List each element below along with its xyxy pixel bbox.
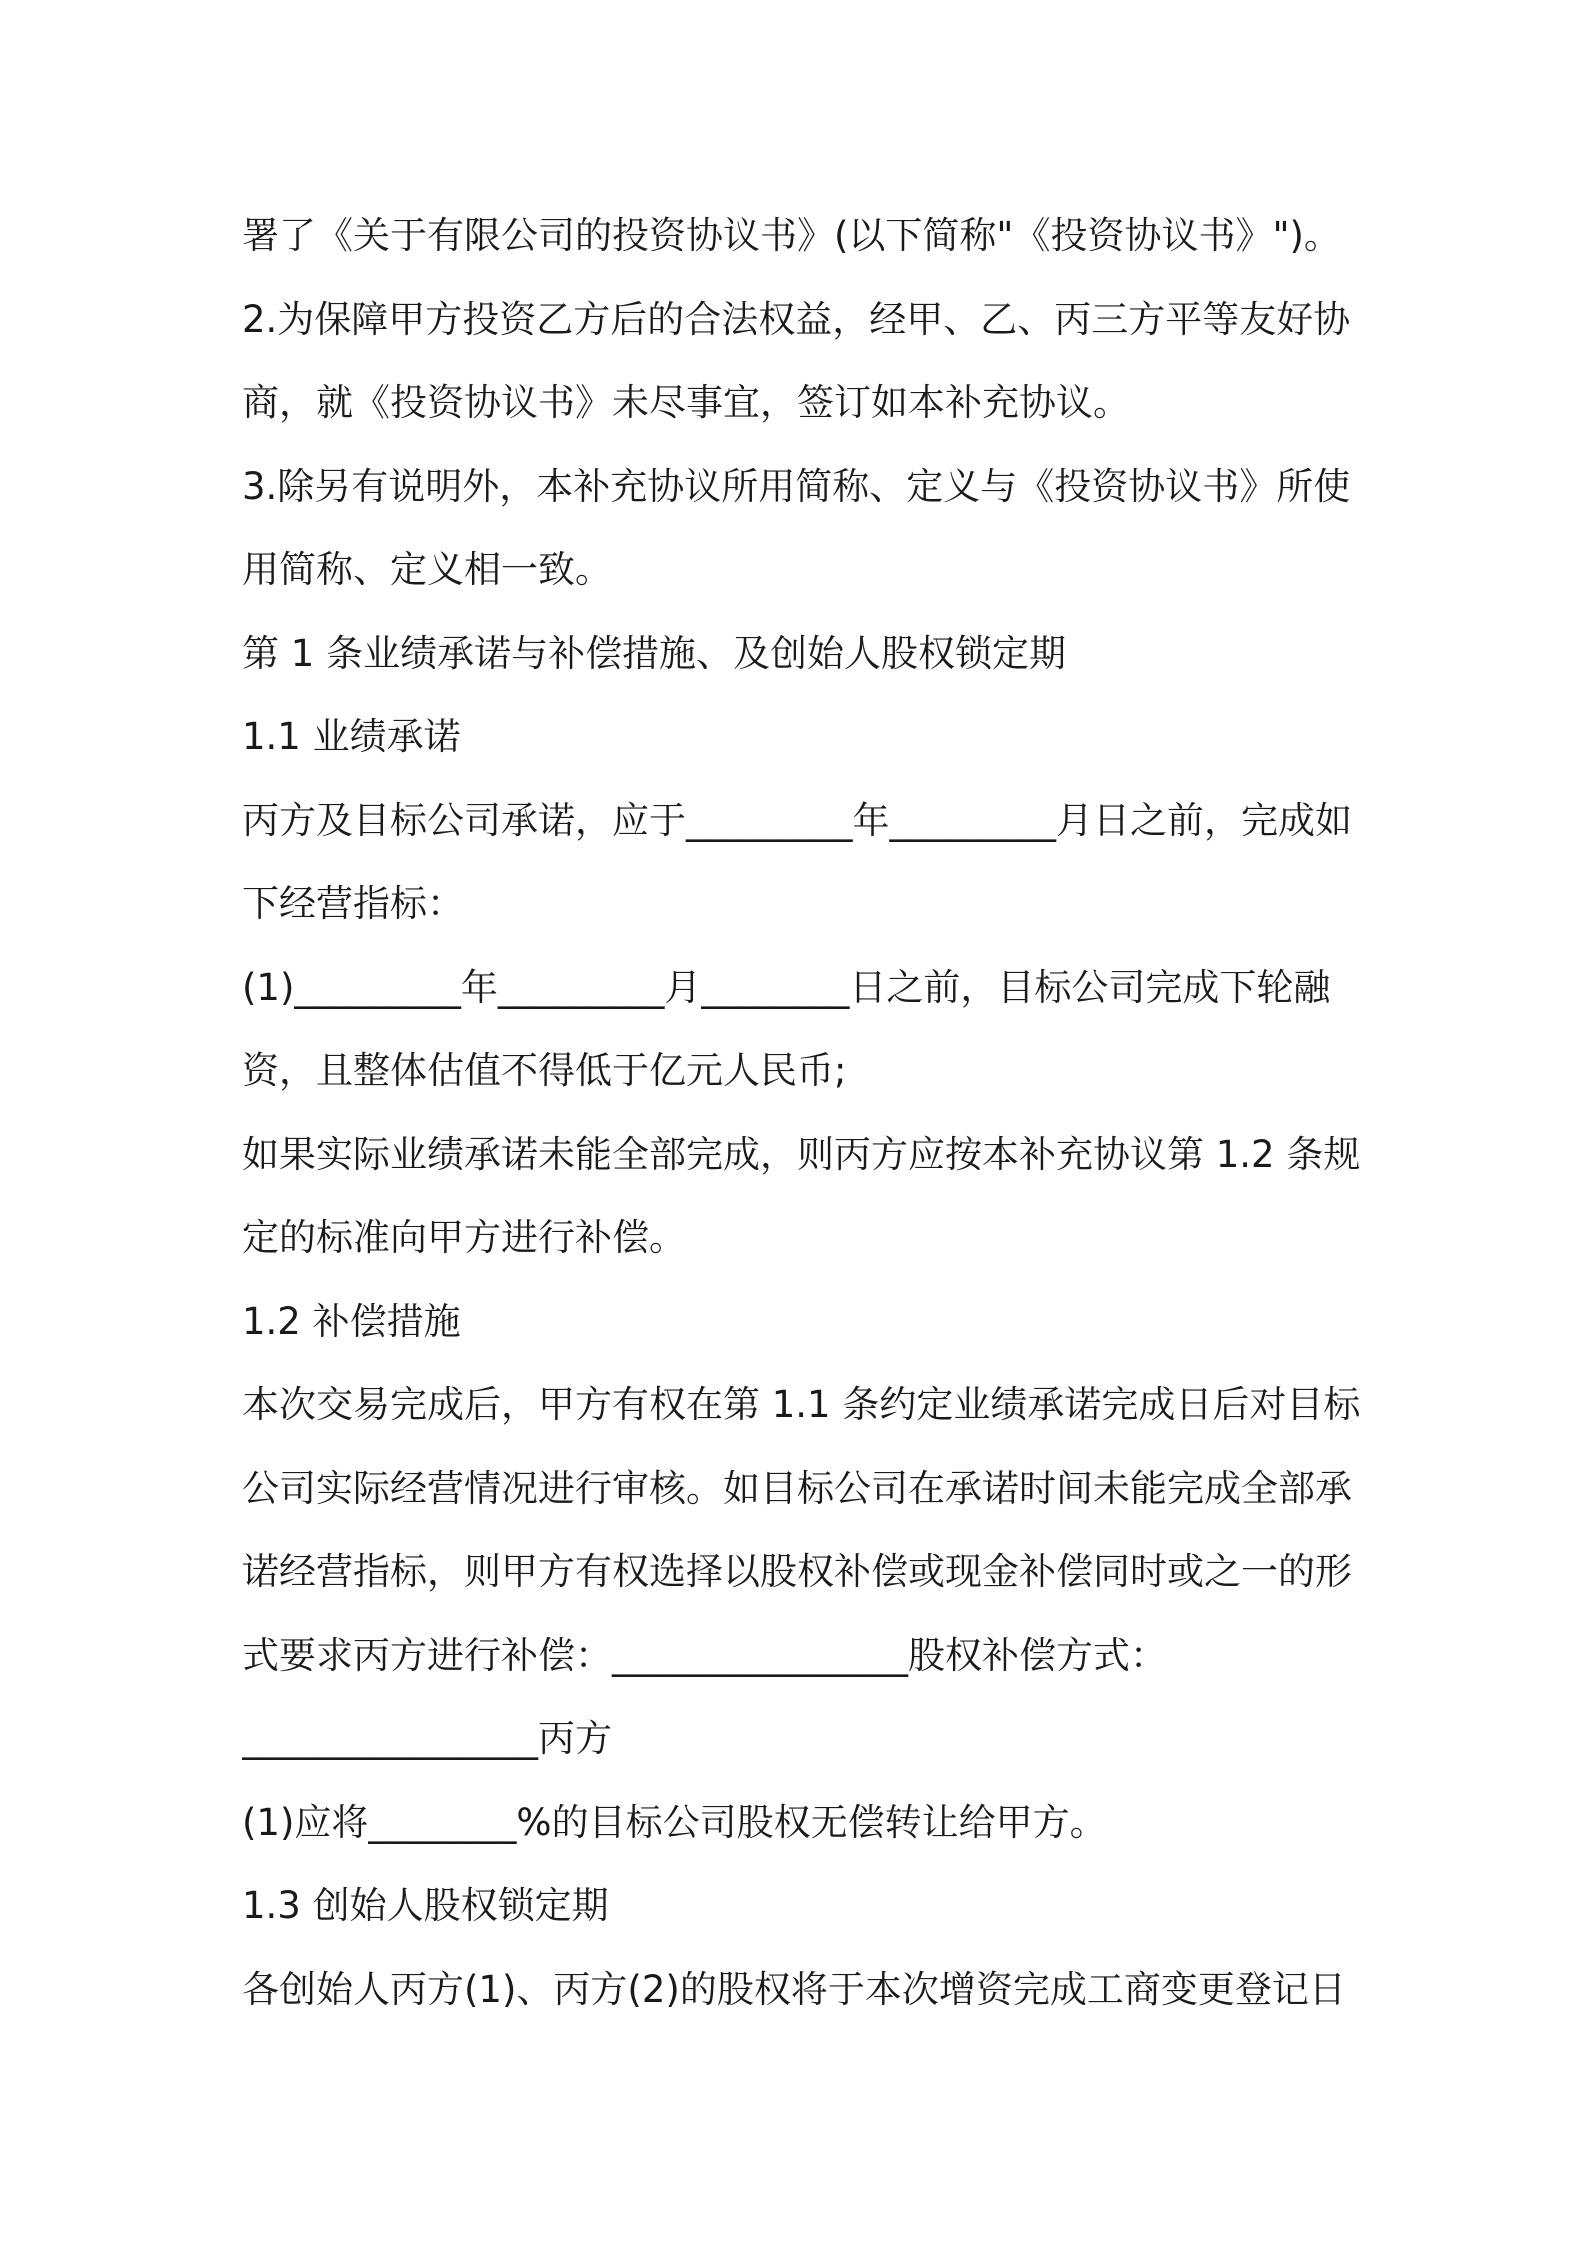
text-line: 署了《关于有限公司的投资协议书》(以下简称"《投资协议书》")。 (242, 214, 1341, 257)
text-line: 各创始人丙方(1)、丙方(2)的股权将于本次增资完成工商变更登记日 (242, 1967, 1346, 2011)
text-line: 诺经营指标，则甲方有权选择以股权补偿或现金补偿同时或之一的形 (242, 1550, 1352, 1593)
text-line: 3.除另有说明外，本补充协议所用简称、定义与《投资协议书》所使 (242, 464, 1351, 508)
text-line: 公司实际经营情况进行审核。如目标公司在承诺时间未能完成全部承 (242, 1466, 1352, 1510)
text-line: 2.为保障甲方投资乙方后的合法权益，经甲、乙、丙三方平等友好协 (242, 297, 1351, 341)
text-line: (1)_________年_________月________日之前，目标公司完成下轮融 (242, 965, 1331, 1009)
subsection-heading: 1.2 补偿措施 (242, 1299, 461, 1343)
text-line: 本次交易完成后，甲方有权在第 1.1 条约定业绩承诺完成日后对目标 (242, 1383, 1361, 1426)
text-line: 定的标准向甲方进行补偿。 (242, 1216, 686, 1259)
text-line: (1)应将________%的目标公司股权无偿转让给甲方。 (242, 1800, 1107, 1844)
document-body (242, 194, 1362, 2031)
text-line: 式要求丙方进行补偿：________________股权补偿方式： (242, 1633, 1167, 1677)
text-line: 如果实际业绩承诺未能全部完成，则丙方应按本补充协议第 1.2 条规 (242, 1132, 1361, 1176)
text-line: 丙方及目标公司承诺，应于_________年_________月日之前，完成如 (242, 798, 1352, 842)
subsection-heading: 1.1 业绩承诺 (242, 715, 461, 758)
subsection-heading: 1.3 创始人股权锁定期 (242, 1884, 609, 1927)
text-line: 商，就《投资协议书》未尽事宜，签订如本补充协议。 (242, 381, 1130, 424)
text-line: 下经营指标： (242, 882, 464, 925)
section-heading: 第 1 条业绩承诺与补偿措施、及创始人股权锁定期 (242, 631, 1067, 675)
text-line: 资，且整体估值不得低于亿元人民币; (242, 1049, 847, 1092)
text-line: ________________丙方 (242, 1717, 612, 1760)
text-line: 用简称、定义相一致。 (242, 548, 612, 591)
